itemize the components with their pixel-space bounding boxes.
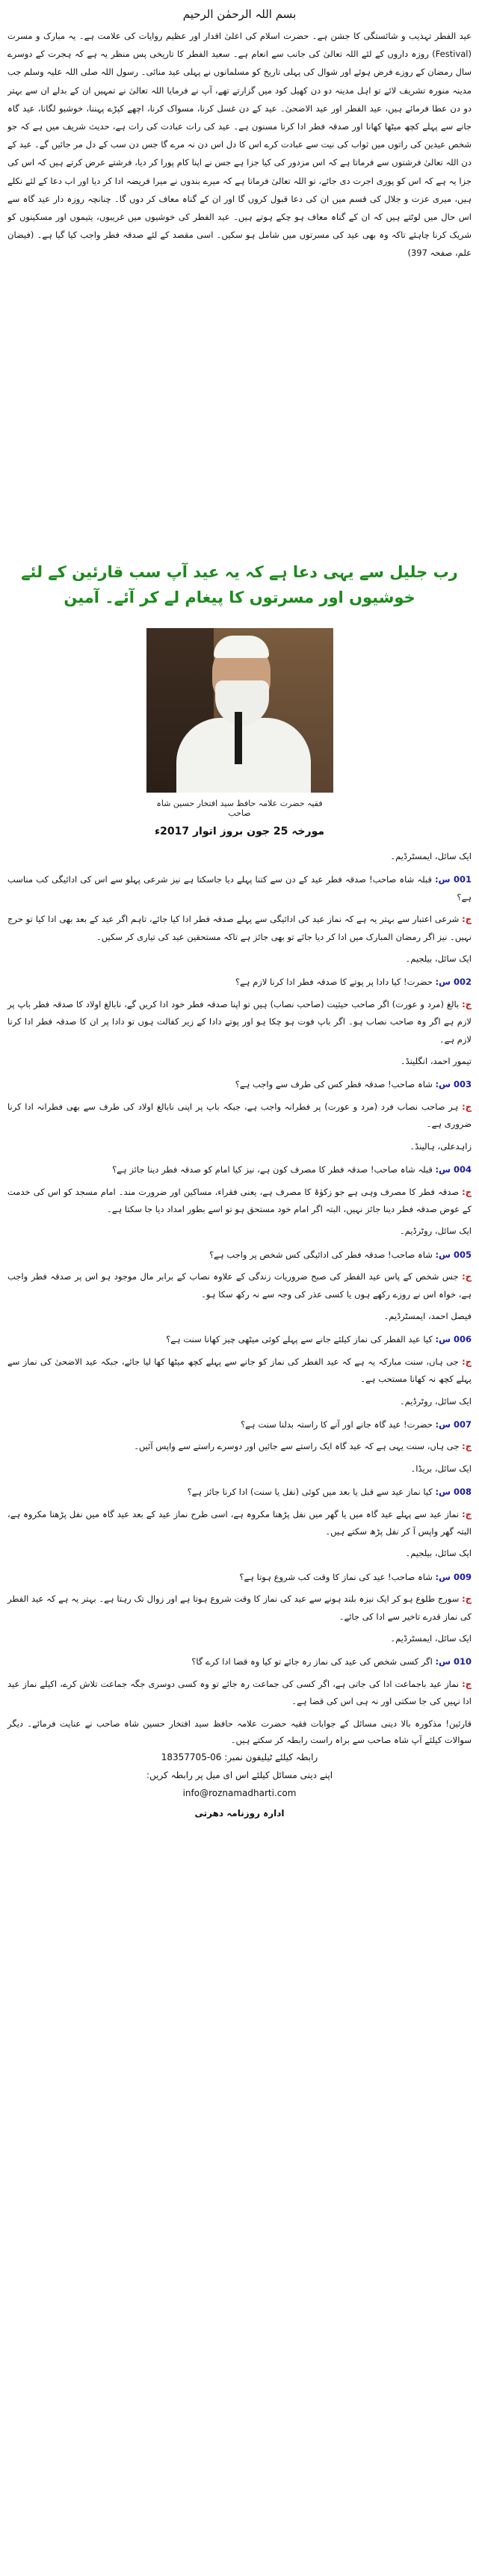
answer-text: جس شخص کے پاس عید الفطر کی صبح ضروریات زندگی کے علاوہ نصاب کے برابر مال موجود ہو اس پر صدقہ فطر واجب ہے، خواہ اس نے روزے رکھے ہوں یا کسی عذر کی وجہ سے نہ رکھ سکا ہو۔ — [7, 1271, 472, 1300]
date-line: مورخہ 25 جون بروز اتوار 2017ء — [154, 826, 325, 837]
question — [7, 1161, 472, 1178]
answer-label: ج: — [462, 1356, 472, 1367]
question-text: شاہ صاحب! صدقہ فطر کی ادائیگی کس شخص پر واجب ہے؟ — [209, 1249, 433, 1260]
answer-text: جی ہاں، سنت مبارکہ یہ ہے کہ عید الفطر کی نماز کو جانے سے پہلے کچھ میٹھا کھا لیا جائے، جبکہ عید الاضحیٰ کی نماز سے پہلے کچھ نہ کھانا مستحب ہے۔ — [7, 1356, 472, 1385]
answer-text: نماز عید باجماعت ادا کی جاتی ہے، اگر کسی کی جماعت رہ جائے تو وہ کسی دوسری جگہ جماعت تلاش کرے، اکیلے نماز عید ادا نہیں کی جا سکتی اور نہ ہی اس کی قضا ہے۔ — [7, 1678, 472, 1707]
sender-line: فیصل احمد، ایمسٹرڈیم۔ — [383, 1310, 472, 1321]
answer-text: سورج طلوع ہو کر ایک نیزہ بلند ہونے سے عید کی نماز کا وقت شروع ہوتا ہے اور زوال تک رہتا ہے۔ بہتر یہ ہے کہ عید الفطر کی نماز قدرے تاخیر سے ادا کی جائے۔ — [7, 1593, 472, 1622]
answer — [7, 1506, 472, 1541]
question-text: اگر کسی شخص کی عید کی نماز رہ جائے تو کیا وہ قضا ادا کرے گا؟ — [191, 1656, 433, 1667]
sender-line: تیمور احمد، انگلینڈ۔ — [400, 1056, 472, 1067]
question-text: حضرت! عید گاہ جانے اور آنے کا راستہ بدلنا سنت ہے؟ — [241, 1418, 433, 1430]
question — [7, 1331, 472, 1348]
question-label: 001 س: — [435, 874, 472, 885]
question-label: 003 س: — [435, 1079, 472, 1090]
outro-paragraph: قارئین! مذکورہ بالا دینی مسائل کے جوابات فقیہ حضرت علامہ حافظ سید افتخار حسین شاہ صاحب نے عنایت فرمائے۔ دیگر سوالات کیلئے آپ شاہ صاحب سے براہ راست رابطہ کر سکتے ہیں۔ — [7, 1718, 472, 1745]
question-label: 004 س: — [435, 1164, 472, 1175]
sender-line: ایک سائل، بیلجیم۔ — [405, 953, 472, 965]
question-text: قبلہ شاہ صاحب! صدقہ فطر کا مصرف کون ہے، نیز کیا امام کو صدقہ فطر دینا جائز ہے؟ — [112, 1164, 433, 1175]
answer-label: ج: — [462, 1101, 472, 1112]
photo-block — [146, 628, 333, 821]
sender-line: ایک سائل، روٹرڈیم۔ — [399, 1395, 472, 1407]
answer — [7, 1184, 472, 1219]
question — [7, 1569, 472, 1586]
answer-label: ج: — [462, 1593, 472, 1605]
qa-section — [7, 848, 472, 1711]
question-text: کیا نماز عید سے قبل یا بعد میں کوئی (نفل یا سنت) ادا کرنا جائز ہے؟ — [187, 1487, 433, 1498]
intro-paragraph: عید الفطر تہذیب و شائستگی کا جشن ہے۔ حضرت اسلام کی اعلیٰ اقدار اور عظیم روایات کی علامت ہے۔ یہ مبارک و مسرت (Festival) روزہ داروں کے لئے اللہ تعالیٰ کی جانب سے انعام ہے۔ سعید الفطر کا تاریخی پس منظر یہ ہے کہ ہجرت کے دوسرے سال رمضان کے روزے فرض ہوئے اور شوال کی پہلی تاریخ کو مسلمانوں نے پہلی عید منائی۔ رسول اللہ صلی اللہ علیہ وسلم جب مدینہ منورہ تشریف لائے تو اہل مدینہ دو دن کھیل کود میں گزارتے تھے، آپ نے فرمایا اللہ تعالیٰ نے تمہیں ان کے بدلے ان سے بہتر دو دن عطا فرمائے ہیں، عید الفطر اور عید الاضحیٰ۔ عید کے دن غسل کرنا، مسواک کرنا، اچھے کپڑے پہننا، خوشبو لگانا، عید گاہ جانے سے پہلے کچھ میٹھا کھانا اور صدقہ فطر ادا کرنا مسنون ہے۔ عید کی رات عبادت کی رات ہے، حدیث شریف میں ہے کہ جو شخص عیدین کی راتوں میں ثواب کی نیت سے عبادت کرے اس کا دل اس دن نہ مرے گا جس دن سب کے دل مر جائیں گے۔ عید کے دن اللہ تعالیٰ فرشتوں سے فرماتا ہے کہ اس مزدور کی کیا جزا ہے جس نے اپنا کام پورا کر دیا، فرشتے عرض کرتے ہیں کہ اس کی جزا یہ ہے کہ اس کو پوری اجرت دی جائے، تو اللہ تعالیٰ فرماتا ہے کہ میرے بندوں نے میرا فریضہ ادا کر دیا اور اب دعا کے لئے نکلے ہیں، میری عزت و جلال کی قسم میں ان کی دعا قبول کروں گا اور ان کے گناہ معاف کر دوں گا۔ چنانچہ روزہ دار عید گاہ سے اس حال میں لوٹتے ہیں کہ ان کے گناہ معاف ہو چکے ہوتے ہیں۔ عید الفطر کی خوشیوں میں غریبوں، یتیموں اور مسکینوں کو شریک کرنا چاہئے تاکہ وہ بھی عید کی مسرتوں میں شامل ہو سکیں۔ اسی مقصد کے لئے صدقہ فطر واجب کیا گیا ہے۔ (فیضان علم، صفحہ 397) — [7, 31, 472, 259]
answer-label: ج: — [462, 1678, 472, 1689]
microphone-icon — [235, 712, 242, 764]
answer-text: بالغ (مرد و عورت) اگر صاحب حیثیت (صاحب نصاب) ہیں تو اپنا صدقہ فطر خود ادا کریں گے، نابالغ اولاد کا صدقہ فطر باپ پر لازم ہے اگر وہ صاحب نصاب ہو۔ اگر باپ فوت ہو چکا ہو اور پوتے دادا کے زیر کفالت ہوں تو دادا پر ان کا صدقہ فطر ادا کرنا لازم ہے۔ — [7, 998, 472, 1045]
answer-label: ج: — [462, 998, 472, 1009]
phone-number: 06-18357705 — [161, 1751, 222, 1762]
question-text: شاہ صاحب! عید کی نماز کا وقت کب شروع ہوتا ہے؟ — [239, 1571, 433, 1582]
question-label: 006 س: — [435, 1334, 472, 1345]
answer-label: ج: — [462, 914, 472, 925]
sender-line: زاہدعلی، ہالینڈ۔ — [410, 1140, 472, 1152]
answer-text: ہر صاحب نصاب فرد (مرد و عورت) پر فطرانہ واجب ہے، جبکہ باپ پر اپنی نابالغ اولاد کی طرف سے بھی فطرانہ ادا کرنا ضروری ہے۔ — [7, 1101, 472, 1130]
question — [7, 1246, 472, 1264]
question-label: 009 س: — [435, 1571, 472, 1582]
bismillah-heading: بسم اللہ الرحمٰن الرحیم — [182, 7, 297, 21]
answer-label: ج: — [462, 1508, 472, 1519]
question — [7, 1416, 472, 1433]
answer — [7, 1268, 472, 1303]
phone-label: رابطہ کیلئے ٹیلیفون نمبر: — [224, 1751, 318, 1762]
scholar-photo — [146, 628, 333, 793]
question — [7, 1076, 472, 1093]
green-headline: رب جلیل سے یہی دعا ہے کہ یہ عید آپ سب قارئین کے لئے خوشیوں اور مسرتوں کا پیغام لے کر آئے۔ آمین — [21, 563, 458, 606]
answer — [7, 1098, 472, 1134]
answer — [7, 1676, 472, 1711]
answer-label: ج: — [462, 1441, 472, 1452]
answer-label: ج: — [462, 1186, 472, 1197]
contact-block — [7, 1748, 472, 1802]
question — [7, 974, 472, 991]
question-label: 002 س: — [435, 977, 472, 988]
question-text: قبلہ شاہ صاحب! صدقہ فطر عید کے دن سے کتنا پہلے دیا جاسکتا ہے نیز شرعی پہلو سے اس کی ادائیگی کب مناسب ہے؟ — [7, 874, 472, 903]
question-label: 008 س: — [435, 1487, 472, 1498]
answer-text: صدقہ فطر کا مصرف وہی ہے جو زکوٰۃ کا مصرف ہے، یعنی فقراء، مساکین اور ضرورت مند۔ امام مسجد کو اس کی خدمت کے عوض صدقہ فطر دینا جائز نہیں، البتہ اگر امام خود مستحق ہو تو اسے بطور امداد دیا جا سکتا ہے۔ — [7, 1186, 472, 1214]
article-page — [7, 0, 472, 1819]
sender-line: ایک سائل، بریڈا۔ — [410, 1463, 472, 1474]
answer-label: ج: — [462, 1271, 472, 1282]
email-label: اپنے دینی مسائل کیلئے اس ای میل پر رابطہ کریں: — [146, 1769, 333, 1780]
question-text: شاہ صاحب! صدقہ فطر کس کی طرف سے واجب ہے؟ — [235, 1079, 433, 1090]
email-link[interactable]: info@roznamadharti.com — [182, 1787, 297, 1798]
answer — [7, 1590, 472, 1626]
question — [7, 871, 472, 906]
question-label: 010 س: — [435, 1656, 472, 1667]
answer-text: شرعی اعتبار سے بہتر یہ ہے کہ نماز عید کی ادائیگی سے پہلے صدقہ فطر ادا کیا جائے، تاہم اگر عید کے بعد بھی ادا کیا تو حرج نہیں۔ نیز اگر رمضان المبارک میں ادا کر دیا جائے تو بھی جائز ہے تاکہ مستحقین عید کی تیاری کر سکیں۔ — [7, 914, 472, 942]
answer-text: جی ہاں، سنت یہی ہے کہ عید گاہ ایک راستے سے جائیں اور دوسرے راستے سے واپس آئیں۔ — [134, 1441, 460, 1452]
question-text: کیا عید الفطر کی نماز کیلئے جانے سے پہلے کوئی میٹھی چیز کھانا سنت ہے؟ — [166, 1334, 433, 1345]
question-text: حضرت! کیا دادا پر پوتے کا صدقہ فطر ادا کرنا لازم ہے؟ — [235, 977, 433, 988]
answer-text: نماز عید سے پہلے عید گاہ میں یا گھر میں نفل پڑھنا مکروہ ہے، اسی طرح نماز عید کے بعد عید گاہ میں نفل پڑھنا مکروہ ہے، البتہ گھر واپس آ کر نفل پڑھ سکتے ہیں۔ — [7, 1508, 472, 1537]
question — [7, 1484, 472, 1501]
question — [7, 1653, 472, 1670]
answer — [7, 1438, 472, 1455]
answer — [7, 911, 472, 946]
sender-line: ایک سائل، ایمسٹرڈیم۔ — [390, 1633, 472, 1644]
answer — [7, 996, 472, 1048]
sender-line: ایک سائل، ایمسٹرڈیم۔ — [390, 851, 472, 861]
question-label: 005 س: — [435, 1249, 472, 1260]
sender-line: ایک سائل، روٹرڈیم۔ — [399, 1226, 472, 1237]
photo-caption: فقیہ حضرت علامہ حافظ سید افتخار حسین شاہ صاحب — [156, 799, 323, 818]
question-label: 007 س: — [435, 1418, 472, 1430]
answer — [7, 1353, 472, 1389]
sender-line: ایک سائل، بیلجیم۔ — [405, 1548, 472, 1559]
publisher-footer: ادارہ روزنامہ دھرتی — [194, 1807, 285, 1819]
